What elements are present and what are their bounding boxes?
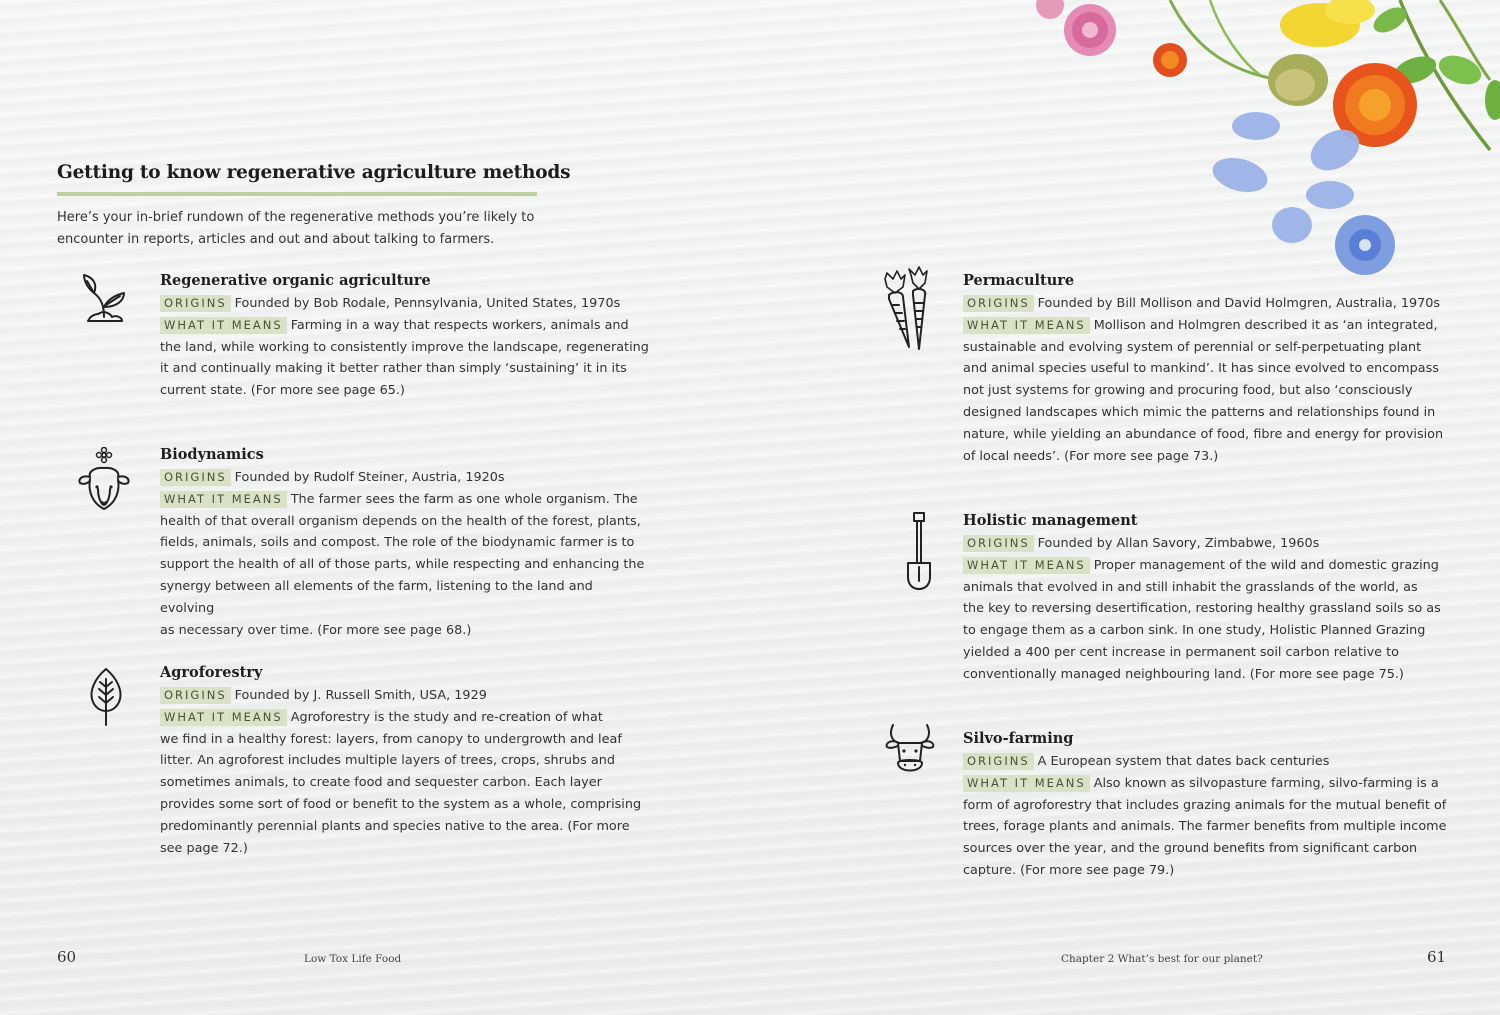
description-line: capture. (For more see page 79.): [963, 862, 1175, 878]
origins-text: Founded by J. Russell Smith, USA, 1929: [234, 688, 487, 703]
description-line: current state. (For more see page 65.): [160, 383, 405, 399]
page-number-right: 61: [1427, 948, 1447, 966]
description-line: synergy between all elements of the farm, listening to the land and evolving: [160, 578, 593, 616]
description-line: form of agroforestry that includes grazing animals for the mutual benefit of: [963, 797, 1447, 813]
origins-text: Founded by Allan Savory, Zimbabwe, 1960s: [1037, 536, 1320, 551]
origins-text: Founded by Bob Rodale, Pennsylvania, United States, 1970s: [234, 296, 621, 311]
intro-paragraph: Here’s your in-brief rundown of the regenerative methods you’re likely to encounter in reports, articles and out and about talking to farmers.: [57, 210, 535, 247]
what-it-means-tag: WHAT IT MEANS: [963, 557, 1090, 574]
description-line: sources over the year, and the ground benefits from significant carbon: [963, 841, 1418, 857]
description-line: as necessary over time. (For more see page 68.): [160, 622, 472, 638]
title-underline: [57, 192, 537, 196]
cow-icon: [883, 723, 937, 783]
description-line: we find in a healthy forest: layers, from canopy to undergrowth and leaf: [160, 731, 622, 747]
description-line: support the health of all of those parts, while respecting and enhancing the: [160, 557, 645, 573]
book-title-footer: Low Tox Life Food: [304, 953, 402, 965]
page-number-left: 60: [57, 948, 77, 966]
entry-title: Silvo-farming: [963, 730, 1074, 747]
description-line: yielded a 400 per cent increase in permanent soil carbon relative to: [963, 644, 1399, 660]
entry-title: Biodynamics: [160, 446, 264, 463]
description-line: the key to reversing desertification, restoring healthy grassland soils so as: [963, 601, 1441, 617]
origins-tag: ORIGINS: [963, 535, 1034, 552]
entry-title: Holistic management: [963, 512, 1138, 529]
description-line: sustainable and evolving system of perennial or self-perpetuating plant: [963, 339, 1422, 355]
description-line: nature, while yielding an abundance of food, fibre and energy for provision: [963, 426, 1444, 442]
entry-title: Permaculture: [963, 272, 1075, 289]
sheep-flower-icon: [76, 447, 132, 517]
description-line: Agroforestry is the study and re-creation of what: [290, 709, 603, 725]
description-line: provides some sort of food or benefit to the system as a whole, comprising: [160, 796, 642, 812]
description-line: The farmer sees the farm as one whole organism. The: [290, 491, 638, 507]
what-it-means-tag: WHAT IT MEANS: [160, 317, 287, 334]
description-line: and animal species useful to mankind’. It has since evolved to encompass: [963, 361, 1439, 377]
description-line: trees, forage plants and animals. The farmer benefits from multiple income: [963, 819, 1447, 835]
description-line: health of that overall organism depends on the health of the forest, plants,: [160, 513, 641, 529]
what-it-means-tag: WHAT IT MEANS: [160, 491, 287, 508]
leaf-icon: [88, 667, 124, 731]
description-line: see page 72.): [160, 840, 248, 856]
description-line: Mollison and Holmgren described it as ‘an integrated,: [1093, 317, 1438, 333]
description-line: sometimes animals, to create food and sequester carbon. Each layer: [160, 775, 602, 791]
section-title: Getting to know regenerative agriculture methods: [57, 162, 571, 183]
description-line: the land, while working to consistently improve the landscape, regenerating: [160, 339, 649, 355]
origins-tag: ORIGINS: [963, 753, 1034, 770]
description-line: predominantly perennial plants and species native to the area. (For more: [160, 818, 630, 834]
description-line: to engage them as a carbon sink. In one study, Holistic Planned Grazing: [963, 623, 1426, 639]
chapter-title-footer: Chapter 2 What’s best for our planet?: [1061, 953, 1263, 965]
description-line: litter. An agroforest includes multiple layers of trees, crops, shrubs and: [160, 753, 615, 769]
description-line: Farming in a way that respects workers, animals and: [290, 317, 629, 333]
description-line: of local needs’. (For more see page 73.): [963, 448, 1219, 464]
origins-text: Founded by Bill Mollison and David Holmgren, Australia, 1970s: [1037, 296, 1441, 311]
description-line: it and continually making it better rather than simply ‘sustaining’ it in its: [160, 361, 627, 377]
origins-text: A European system that dates back centuries: [1037, 754, 1330, 769]
description-line: conventionally managed neighbouring land. (For more see page 75.): [963, 666, 1404, 682]
right-page: [750, 0, 1500, 1015]
origins-tag: ORIGINS: [963, 295, 1034, 312]
what-it-means-tag: WHAT IT MEANS: [160, 709, 287, 726]
origins-tag: ORIGINS: [160, 469, 231, 486]
origins-tag: ORIGINS: [160, 295, 231, 312]
description-line: fields, animals, soils and compost. The role of the biodynamic farmer is to: [160, 535, 635, 551]
what-it-means-tag: WHAT IT MEANS: [963, 775, 1090, 792]
sprout-icon: [78, 271, 130, 331]
origins-text: Founded by Rudolf Steiner, Austria, 1920s: [234, 470, 505, 485]
description-line: not just systems for growing and procuring food, but also ‘consciously: [963, 383, 1413, 399]
entry-title: Regenerative organic agriculture: [160, 272, 431, 289]
description-line: Also known as silvopasture farming, silvo-farming is a: [1093, 775, 1439, 791]
description-line: animals that evolved in and still inhabit the grasslands of the world, as: [963, 579, 1418, 595]
what-it-means-tag: WHAT IT MEANS: [963, 317, 1090, 334]
origins-tag: ORIGINS: [160, 687, 231, 704]
entry-title: Agroforestry: [160, 664, 263, 681]
carrots-icon: [879, 265, 935, 359]
shovel-icon: [905, 511, 933, 595]
description-line: designed landscapes which mimic the patterns and relationships found in: [963, 404, 1436, 420]
description-line: Proper management of the wild and domestic grazing: [1093, 557, 1439, 573]
